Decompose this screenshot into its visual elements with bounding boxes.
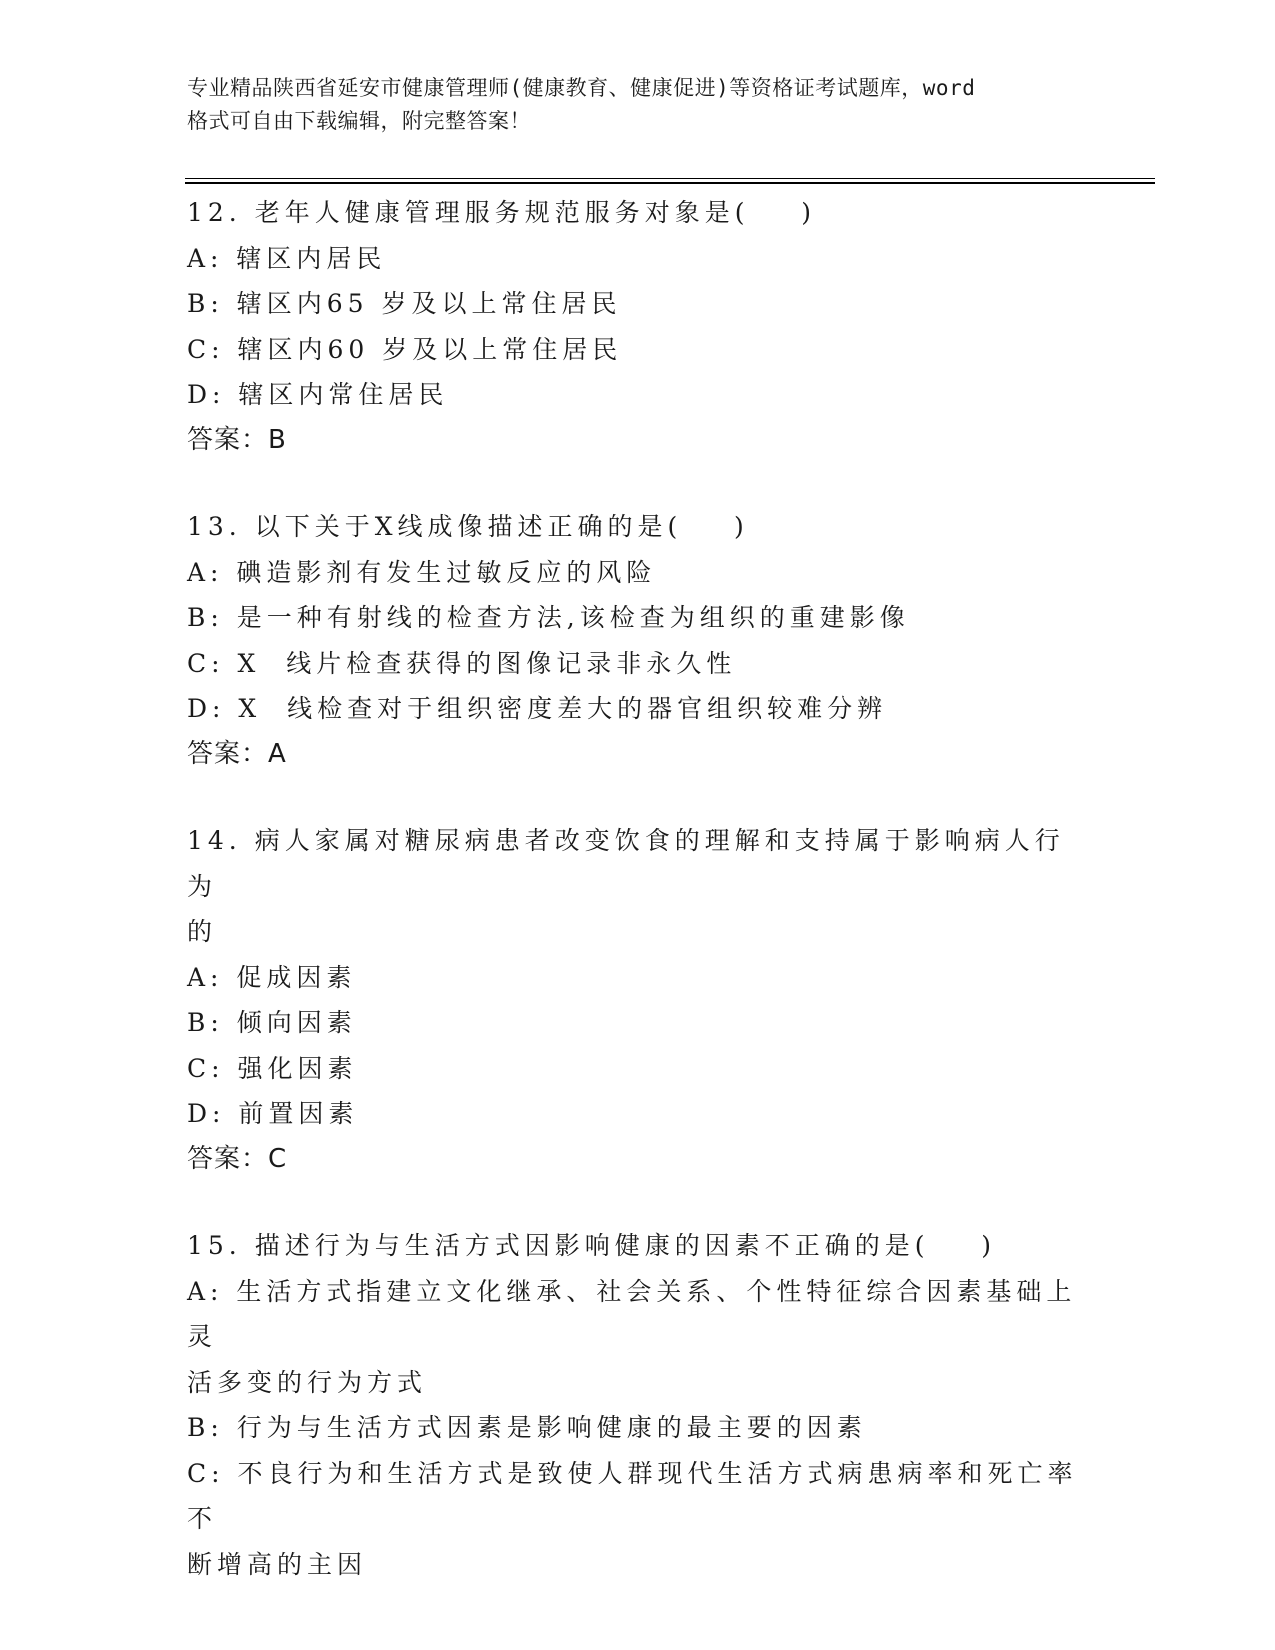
question-14 <box>187 818 1087 1182</box>
option-c: C: 不良行为和生活方式是致使人群现代生活方式病患病率和死亡率不 <box>187 1458 1078 1533</box>
question-stem-continued: 的 <box>187 917 218 946</box>
answer: 答案：B <box>187 424 287 455</box>
option-a-continued: 活多变的行为方式 <box>187 1367 428 1397</box>
question-15 <box>187 1223 1087 1587</box>
question-12 <box>187 190 1087 463</box>
option-a: A: 辖区内居民 <box>187 243 387 273</box>
option-b: B: 辖区内65 岁及以上常住居民 <box>187 289 622 318</box>
question-stem: 12. 老年人健康管理服务规范服务对象是( ) <box>187 198 817 227</box>
option-b: B: 行为与生活方式因素是影响健康的最主要的因素 <box>187 1413 867 1442</box>
answer: 答案：A <box>187 738 287 769</box>
option-c: C: X 线片检查获得的图像记录非永久性 <box>187 648 737 678</box>
option-d: D: X 线检查对于组织密度差大的器官组织较难分辨 <box>187 694 888 723</box>
question-stem: 14. 病人家属对糖尿病患者改变饮食的理解和支持属于影响病人行为 <box>187 826 1065 901</box>
question-13 <box>187 504 1087 777</box>
option-a: A: 碘造影剂有发生过敏反应的风险 <box>187 557 657 587</box>
option-c-continued: 断增高的主因 <box>187 1549 368 1579</box>
question-stem: 13. 以下关于X线成像描述正确的是( ) <box>187 512 749 541</box>
question-list <box>187 190 1087 1628</box>
option-d: D: 前置因素 <box>187 1099 359 1128</box>
header-rule-thin <box>185 178 1155 179</box>
option-a: A: 促成因素 <box>187 962 357 992</box>
option-d: D: 辖区内常住居民 <box>187 380 449 409</box>
option-b: B: 倾向因素 <box>187 1008 357 1037</box>
option-a: A: 生活方式指建立文化继承、社会关系、个性特征综合因素基础上灵 <box>187 1276 1077 1351</box>
header-rule-thick <box>185 182 1155 184</box>
header-line-1: 专业精品陕西省延安市健康管理师(健康教育、健康促进)等资格证考试题库，word <box>187 76 976 100</box>
question-stem: 15. 描述行为与生活方式因影响健康的因素不正确的是( ) <box>187 1231 997 1260</box>
answer: 答案：C <box>187 1143 288 1174</box>
document-header <box>187 72 1087 138</box>
option-c: C: 强化因素 <box>187 1053 358 1083</box>
header-line-2: 格式可自由下载编辑，附完整答案！ <box>187 109 531 133</box>
option-b: B: 是一种有射线的检查方法,该检查为组织的重建影像 <box>187 603 910 632</box>
option-c: C: 辖区内60 岁及以上常住居民 <box>187 334 623 364</box>
